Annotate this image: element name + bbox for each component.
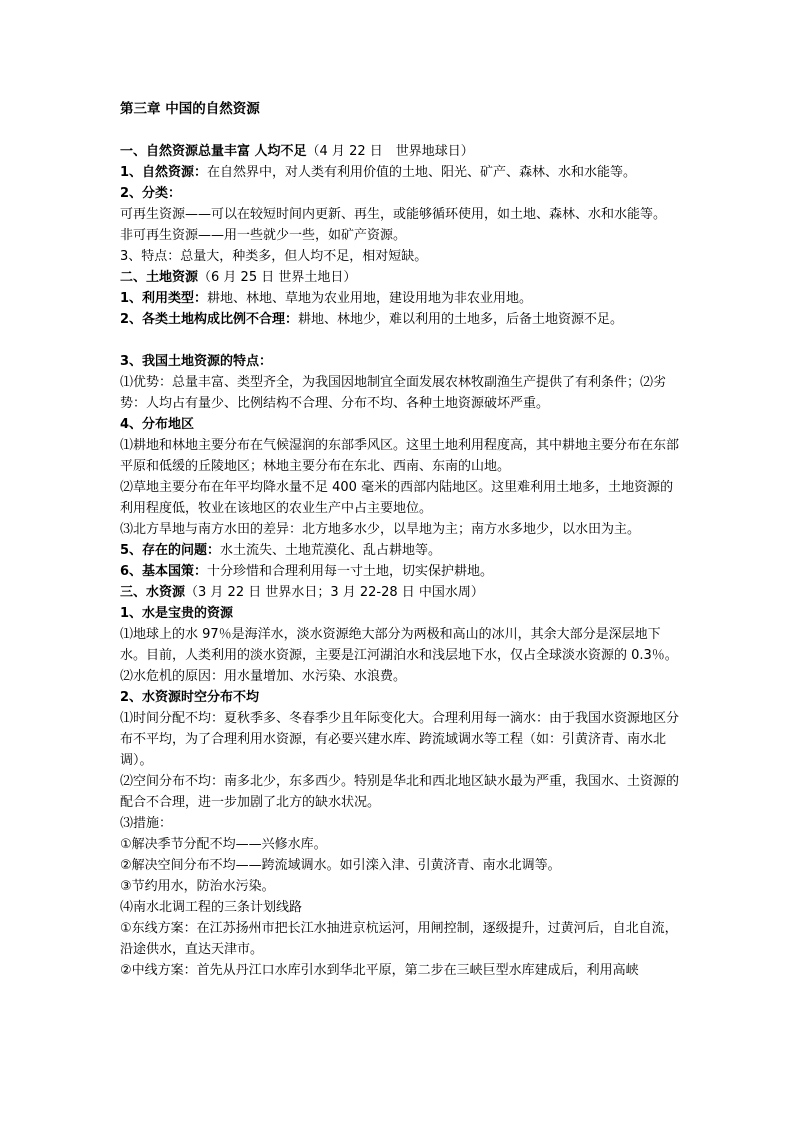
blank-line [120,330,684,351]
paragraph [120,183,684,204]
page-title: 第三章 中国的自然资源 [120,101,260,117]
body-text: （3 月 22 日 世界水日；3 月 22-28 日 中国水周） [185,585,484,600]
body-text: ①解决季节分配不均——兴修水库。 [120,837,327,852]
paragraph [120,708,684,771]
document-body [120,141,684,981]
bold-lead-text: 2、分类： [120,186,182,201]
body-text: 耕地、林地、草地为农业用地，建设用地为非农业用地。 [207,291,533,306]
bold-lead-text: 2、水资源时空分布不均 [120,690,260,705]
paragraph [120,666,684,687]
paragraph [120,603,684,624]
body-text: ⑴优势：总量丰富、类型齐全，为我国因地制宜全面发展农林牧副渔生产提供了有利条件；⑵劣势：人均占有量少、比例结构不合理、分布不均、各种土地资源破坏严重。 [120,375,667,411]
body-text: ⑴耕地和林地主要分布在气候湿润的东部季风区。这里土地利用程度高，其中耕地主要分布在东部平原和低缓的丘陵地区；林地主要分布在东北、西南、东南的山地。 [120,438,680,474]
paragraph [120,246,684,267]
paragraph [120,918,684,960]
paragraph [120,855,684,876]
paragraph [120,897,684,918]
body-text: ⑴时间分配不均：夏秋季多、冬春季少且年际变化大。合理利用每一滴水：由于我国水资源地区分布不平均，为了合理利用水资源，有必要兴建水库、跨流域调水等工程（如：引黄济青、南水北调）。 [120,711,680,768]
paragraph [120,309,684,330]
body-text: ⑵草地主要分布在年平均降水量不足 400 毫米的西部内陆地区。这里难利用土地多，土地资源的利用程度低，牧业在该地区的农业生产中占主要地位。 [120,480,674,516]
body-text: ⑴地球上的水 97％是海洋水，淡水资源绝大部分为两极和高山的冰川，其余大部分是深层地下水。目前，人类利用的淡水资源，主要是江河湖泊水和浅层地下水，仅占全球淡水资源的 0.3％。 [120,627,678,663]
body-text: ②解决空间分布不均——跨流域调水。如引滦入津、引黄济青、南水北调等。 [120,858,561,873]
paragraph [120,540,684,561]
bold-lead-text: 二、土地资源 [120,270,199,285]
bold-lead-text: 6、基本国策： [120,564,208,579]
paragraph [120,288,684,309]
body-text: （6 月 25 日 世界土地日） [198,270,357,285]
paragraph [120,960,684,981]
body-text: （4 月 22 日 世界地球日） [306,144,474,159]
body-text: 非可再生资源——用一些就少一些，如矿产资源。 [120,228,407,243]
body-text: 十分珍惜和合理利用每一寸土地，切实保护耕地。 [207,564,494,579]
body-text: ⑵空间分布不均：南多北少，东多西少。特别是华北和西北地区缺水最为严重，我国水、土资源的配合不合理，进一步加剧了北方的缺水状况。 [120,774,680,810]
body-text: ⑶北方旱地与南方水田的差异：北方地多水少，以旱地为主；南方水多地少，以水田为主。 [120,522,641,537]
paragraph [120,435,684,477]
body-text: 耕地、林地少，难以利用的土地多，后备土地资源不足。 [298,312,624,327]
paragraph [120,813,684,834]
paragraph [120,225,684,246]
bold-lead-text: 4、分布地区 [120,417,195,432]
paragraph [120,561,684,582]
paragraph [120,477,684,519]
paragraph [120,582,684,603]
paragraph [120,687,684,708]
paragraph [120,876,684,897]
section-heading [120,141,684,162]
body-text: ⑵水危机的原因：用水量增加、水污染、水浪费。 [120,669,407,684]
paragraph [120,624,684,666]
paragraph [120,519,684,540]
bold-lead-text: 1、水是宝贵的资源 [120,606,234,621]
bold-lead-text: 一、自然资源总量丰富 人均不足 [120,144,307,159]
bold-lead-text: 1、自然资源： [120,165,208,180]
body-text: 3、特点：总量大，种类多，但人均不足，相对短缺。 [120,249,428,264]
body-text: 在自然界中，对人类有利用价值的土地、阳光、矿产、森林、水和水能等。 [207,165,637,180]
bold-lead-text: 2、各类土地构成比例不合理： [120,312,299,327]
bold-lead-text: 3、我国土地资源的特点： [120,354,273,369]
bold-lead-text: 三、水资源 [120,585,186,600]
bold-lead-text: 1、利用类型： [120,291,208,306]
paragraph [120,162,684,183]
body-text: ⑷南水北调工程的三条计划线路 [120,900,303,915]
body-text: ⑶措施： [120,816,173,831]
body-text: 可再生资源——可以在较短时间内更新、再生，或能够循环使用，如土地、森林、水和水能等。 [120,207,667,222]
body-text: 水土流失、土地荒漠化、乱占耕地等。 [220,543,442,558]
body-text: ①东线方案：在江苏扬州市把长江水抽进京杭运河，用闸控制，逐级提升，过黄河后，自北自流，沿途供水，直达天津市。 [120,921,678,957]
paragraph [120,372,684,414]
paragraph [120,351,684,372]
paragraph [120,204,684,225]
paragraph [120,414,684,435]
paragraph [120,267,684,288]
body-text: ②中线方案：首先从丹江口水库引水到华北平原，第二步在三峡巨型水库建成后，利用高峡 [120,963,639,978]
body-text: ③节约用水，防治水污染。 [120,879,275,894]
paragraph [120,834,684,855]
bold-lead-text: 5、存在的问题： [120,543,221,558]
paragraph [120,771,684,813]
